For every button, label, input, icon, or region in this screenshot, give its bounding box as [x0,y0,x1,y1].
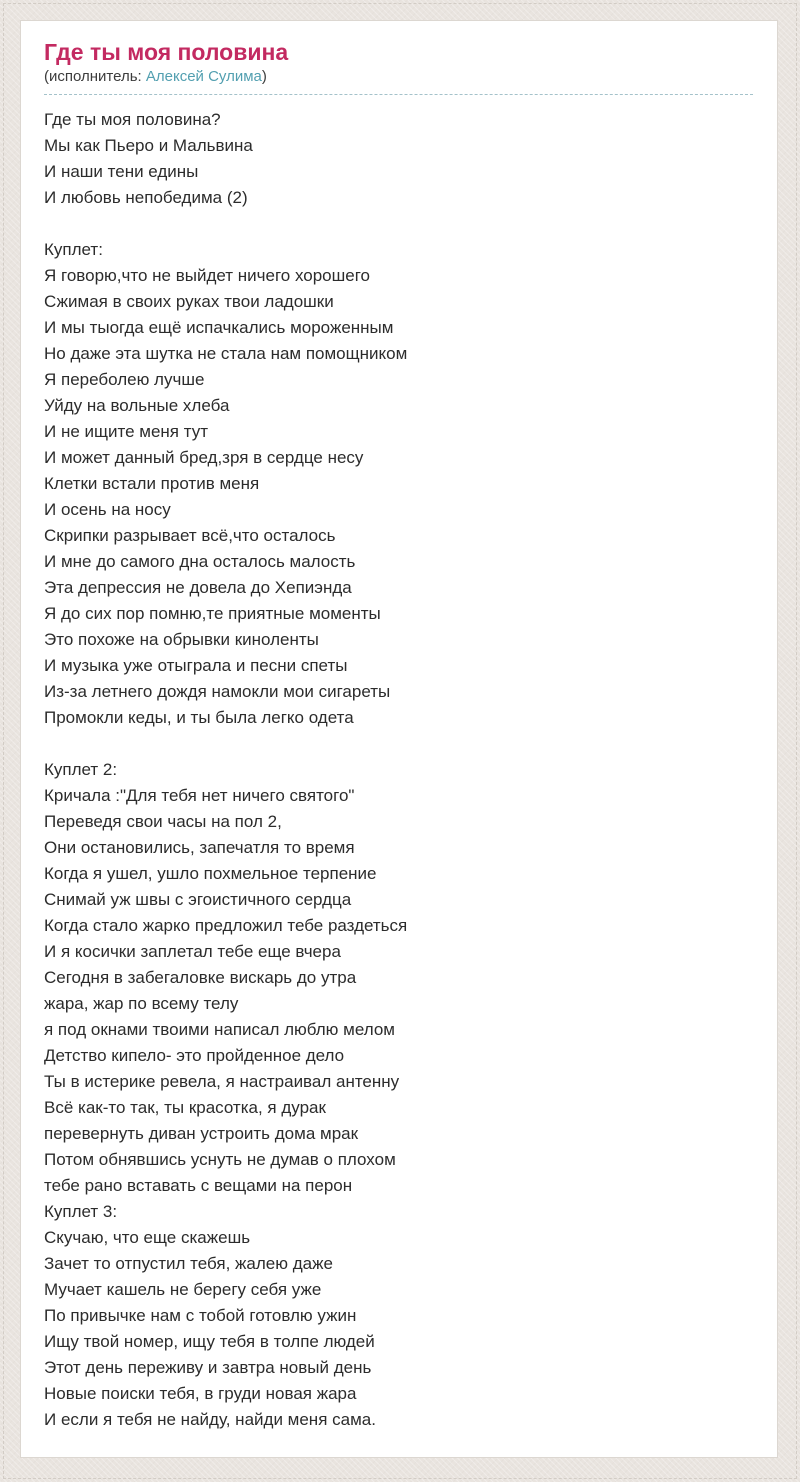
lyric-line: И мне до самого дна осталось малость [44,552,356,571]
lyric-line: Но даже эта шутка не стала нам помощником [44,344,408,363]
lyric-line [44,731,753,757]
lyric-line: И может данный бред,зря в сердце несу [44,448,364,467]
lyric-line: Из-за летнего дождя намокли мои сигареты [44,682,391,701]
lyric-line: Сегодня в забегаловке вискарь до утра [44,968,357,987]
lyric-line: И осень на носу [44,500,171,519]
lyric-line: Промокли кеды, и ты была легко одета [44,708,354,727]
lyric-line: Они остановились, запечатля то время [44,838,355,857]
artist-label-prefix: (исполнитель: [44,68,146,85]
song-header [44,39,753,95]
lyric-line: И наши тени едины [44,162,199,181]
lyrics-text [44,107,753,1433]
song-title: Где ты моя половина [44,39,289,65]
lyric-line: Скрипки разрывает всё,что осталось [44,526,336,545]
lyric-line: По привычке нам с тобой готовлю ужин [44,1306,357,1325]
lyric-line: Ты в истерике ревела, я настраивал антенну [44,1072,400,1091]
lyric-line: Когда стало жарко предложил тебе раздеться [44,916,408,935]
lyric-line: жара, жар по всему телу [44,994,239,1013]
lyric-line: Куплет 3: [44,1202,118,1221]
lyric-line: я под окнами твоими написал люблю мелом [44,1020,395,1039]
lyric-line: Снимай уж швы с эгоистичного сердца [44,890,352,909]
lyric-line: Всё как-то так, ты красотка, я дурак [44,1098,326,1117]
lyric-line: Уйду на вольные хлеба [44,396,230,415]
lyric-line: Я говорю,что не выйдет ничего хорошего [44,266,371,285]
lyric-line: Эта депрессия не довела до Хепиэнда [44,578,352,597]
lyric-line: Я переболею лучше [44,370,205,389]
lyric-line: И мы тыогда ещё испачкались мороженным [44,318,394,337]
lyric-line: Потом обнявшись уснуть не думав о плохом [44,1150,396,1169]
lyric-line: Мы как Пьеро и Мальвина [44,136,253,155]
artist-label-suffix: ) [261,68,267,85]
lyric-line [44,211,753,237]
lyric-line: Детство кипело- это пройденное дело [44,1046,345,1065]
lyric-line: И музыка уже отыграла и песни спеты [44,656,348,675]
lyric-line: Я до сих пор помню,те приятные моменты [44,604,381,623]
lyric-line: Зачет то отпустил тебя, жалею даже [44,1254,333,1273]
lyric-line: Где ты моя половина? [44,110,221,129]
lyric-line: Переведя свои часы на пол 2, [44,812,282,831]
artist-link[interactable]: Алексей Сулима [145,68,262,85]
lyric-line: Скучаю, что еще скажешь [44,1228,251,1247]
lyric-line: перевернуть диван устроить дома мрак [44,1124,359,1143]
lyric-line: Сжимая в своих руках твои ладошки [44,292,334,311]
lyric-line: Новые поиски тебя, в груди новая жара [44,1384,357,1403]
lyric-line: тебе рано вставать с вещами на перон [44,1176,353,1195]
lyric-line: Клетки встали против меня [44,474,260,493]
lyric-line: И если я тебя не найду, найди меня сама. [44,1410,376,1429]
lyric-line: И не ищите меня тут [44,422,208,441]
lyric-line: Мучает кашель не берегу себя уже [44,1280,322,1299]
lyric-line: Куплет: [44,240,103,259]
lyrics-card [20,20,778,1458]
lyric-line: И любовь непобедима (2) [44,188,248,207]
lyric-line: Ищу твой номер, ищу тебя в толпе людей [44,1332,375,1351]
artist-line [44,67,753,87]
lyric-line: Куплет 2: [44,760,118,779]
lyric-line: Кричала :"Для тебя нет ничего святого" [44,786,355,805]
lyric-line: И я косички заплетал тебе еще вчера [44,942,341,961]
lyric-line: Этот день переживу и завтра новый день [44,1358,372,1377]
lyric-line: Это похоже на обрывки киноленты [44,630,319,649]
lyric-line: Когда я ушел, ушло похмельное терпение [44,864,377,883]
